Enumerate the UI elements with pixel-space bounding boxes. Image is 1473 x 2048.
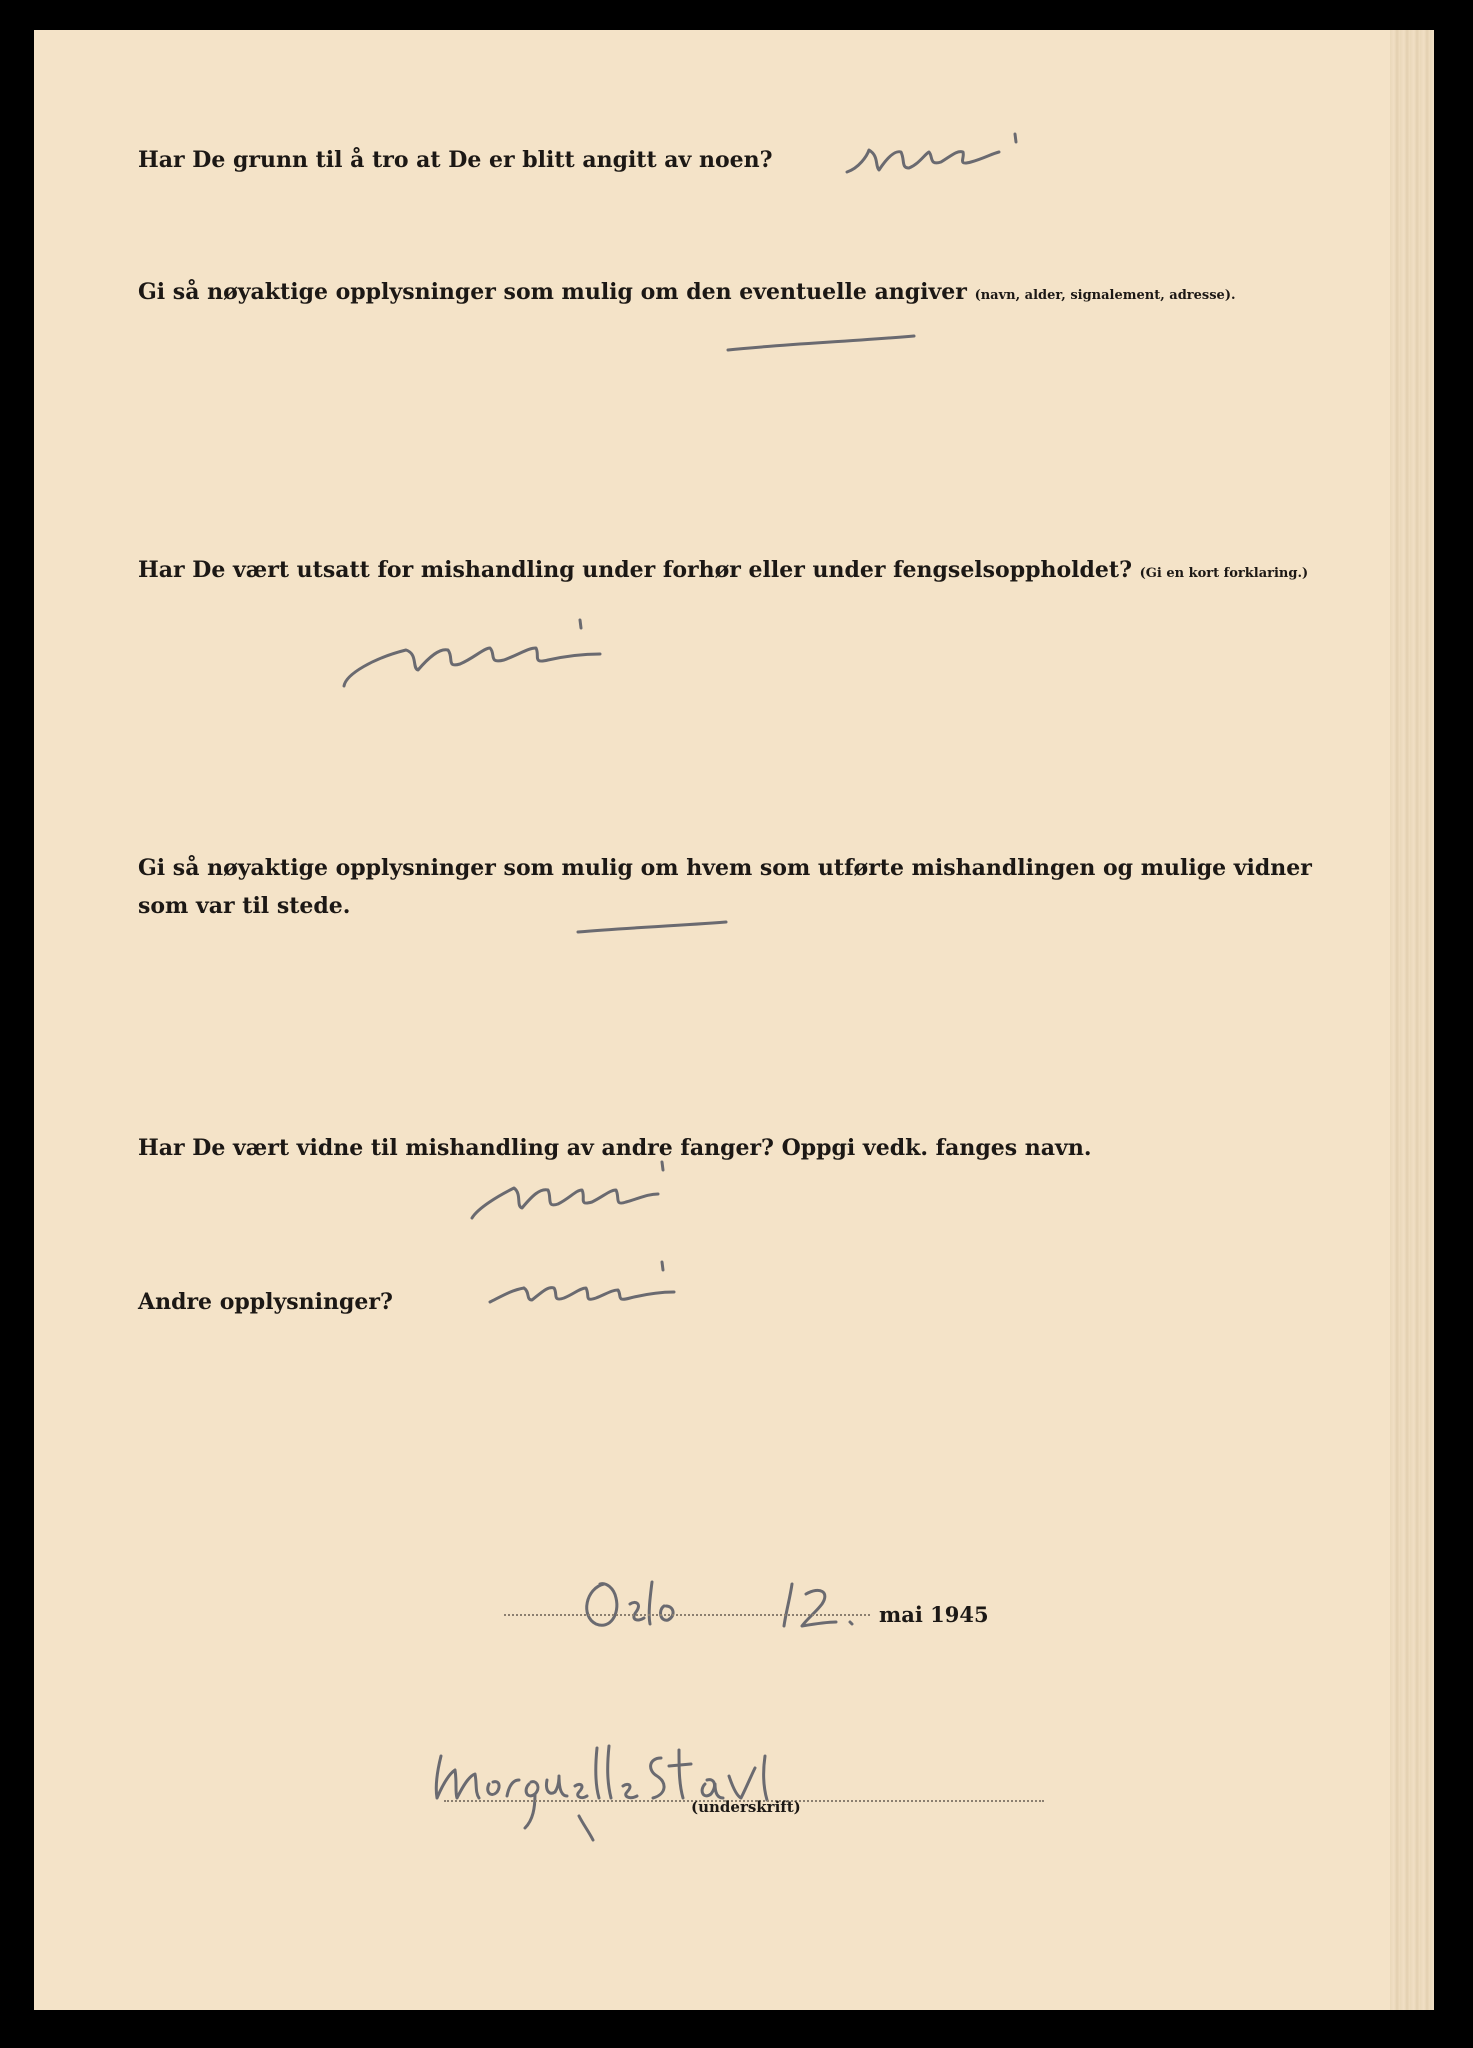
answer-1-handwriting [839, 122, 1039, 192]
question-5: Har De vært vidne til mishandling av andre fanger? Oppgi vedk. fanges navn. [138, 1135, 1092, 1161]
answer-6-handwriting [484, 1256, 704, 1326]
paper-edge [1390, 30, 1434, 2010]
answer-2-dash [724, 330, 924, 360]
date-handwriting [574, 1570, 894, 1640]
question-3 [138, 552, 1308, 592]
date-month-year: mai 1945 [879, 1602, 989, 1627]
answer-5-handwriting [464, 1150, 704, 1230]
question-3-note: (Gi en kort forklaring.) [1139, 566, 1309, 581]
answer-4-dash [574, 910, 734, 940]
question-4-line-2: som var til stede. [138, 893, 351, 919]
answer-3-handwriting [334, 598, 634, 698]
date-dotted-line [504, 1614, 870, 1616]
signature-handwriting [429, 1736, 989, 1846]
question-1: Har De grunn til å tro at De er blitt angitt av noen? [138, 147, 773, 173]
question-2-text: Gi så nøyaktige opplysninger som mulig om den eventuelle angiver [138, 279, 967, 305]
question-4-line-1: Gi så nøyaktige opplysninger som mulig om hvem som utførte mishandlingen og mulige vidner [138, 855, 1312, 881]
question-6: Andre opplysninger? [138, 1289, 393, 1315]
signature-caption: (underskrift) [691, 1798, 801, 1816]
question-2-note: (navn, alder, signalement, adresse). [974, 288, 1236, 303]
document-page [34, 30, 1434, 2010]
question-2 [138, 274, 1236, 314]
question-3-text: Har De vært utsatt for mishandling under forhør eller under fengselsoppholdet? [138, 557, 1132, 583]
